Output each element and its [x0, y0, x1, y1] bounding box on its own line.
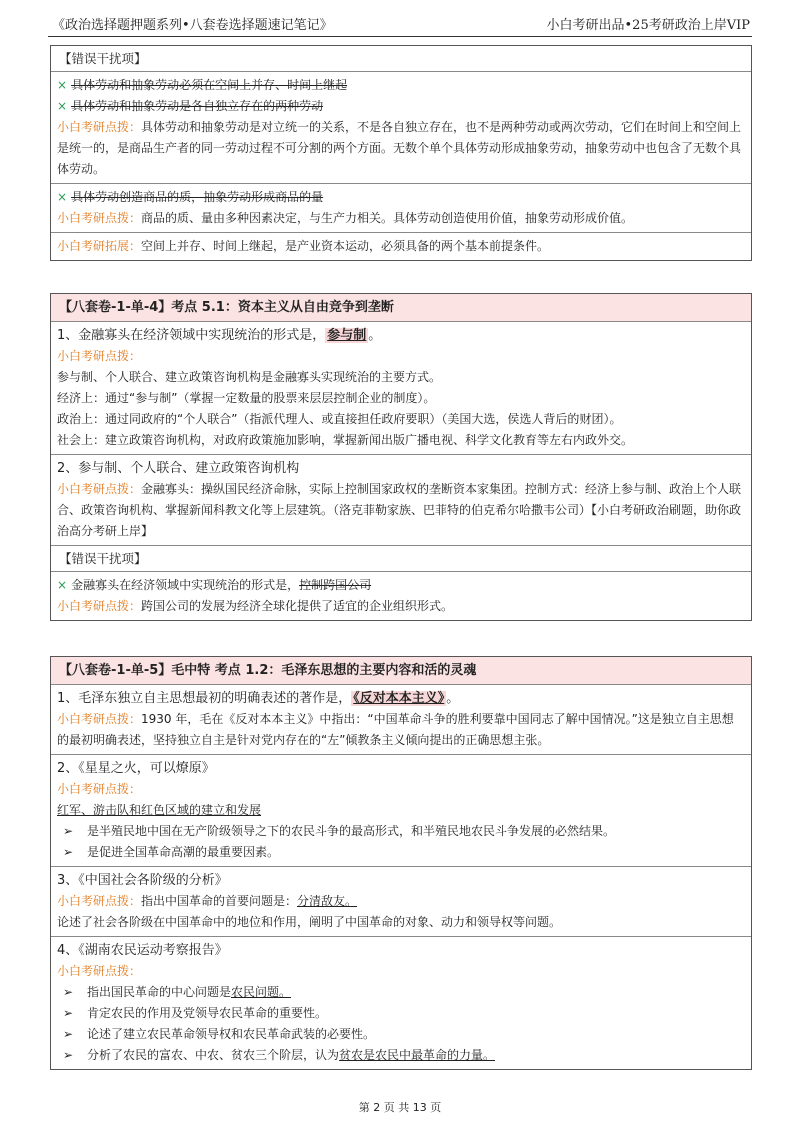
wrong-option-block	[51, 571, 751, 620]
bullet-keyword: 农民问题。	[231, 985, 292, 999]
tip-text: 具体劳动和抽象劳动是对立统一的关系，不是各自独立存在，也不是两种劳动或两次劳动，它们在时间上和空间上是统一的，是商品生产者的同一劳动过程不可分割的两个方面。无数个单个具体劳动形成抽象劳动，抽象劳动中也包含了无数个具体劳动。	[57, 120, 742, 176]
bullet-icon: ➢	[63, 1006, 74, 1020]
question-block	[51, 866, 751, 936]
question-text: 3、《中国社会各阶级的分析》	[57, 873, 228, 888]
bullet-icon: ➢	[63, 1027, 74, 1041]
tip-line: 经济上：通过“参与制”（掌握一定数量的股票来层层控制企业的制度）。	[57, 391, 436, 405]
wrong-option: 具体劳动和抽象劳动必须在空间上并存、时间上继起	[71, 78, 348, 92]
question-end: 。	[446, 691, 460, 706]
wrong-option: 具体劳动和抽象劳动是各自独立存在的两种劳动	[71, 99, 324, 113]
tip-text: 指出中国革命的首要问题是：	[141, 894, 298, 908]
section-subtitle: 【错误干扰项】	[51, 545, 751, 571]
section-wrong-options-1	[50, 45, 752, 261]
tip-label: 小白考研点拨：	[57, 599, 142, 613]
tip-line: 社会上：建立政策咨询机构，对政府政策施加影响，掌握新闻出版广播电视、科学文化教育等左右内政外交。	[57, 433, 634, 447]
question-text: 2、参与制、个人联合、建立政策咨询机构	[57, 461, 300, 476]
question-text: 1、金融寡头在经济领域中实现统治的形式是，	[57, 328, 326, 343]
section-subtitle: 【错误干扰项】	[59, 51, 147, 66]
question-text: 2、《星星之火，可以燎原》	[57, 761, 215, 776]
extension-block	[51, 232, 751, 260]
bullet-text: 是半殖民地中国在无产阶级领导之下的农民斗争的最高形式，和半殖民地农民斗争发展的必然结果。	[87, 824, 616, 838]
question-block	[51, 936, 751, 1069]
bullet-text: 指出国民革命的中心问题是	[87, 985, 232, 999]
tip-label: 小白考研点拨：	[57, 349, 142, 363]
bullet-text: 是促进全国革命高潮的最重要因素。	[87, 845, 280, 859]
answer: 《反对本本主义》	[353, 691, 445, 706]
tip-line: 论述了社会各阶级在中国革命中的地位和作用，阐明了中国革命的对象、动力和领导权等问题。	[57, 915, 562, 929]
tip-subtitle: 红军、游击队和红色区域的建立和发展	[57, 803, 262, 817]
tip-label: 小白考研点拨：	[57, 211, 142, 225]
tip-keyword: 分清敌友。	[297, 894, 358, 908]
tip-label: 小白考研点拨：	[57, 120, 142, 134]
question-block	[51, 684, 751, 754]
wrong-option: 具体劳动创造商品的质，抽象劳动形成商品的量	[71, 190, 324, 204]
tip-text: 金融寡头：操纵国民经济命脉，实际上控制国家政权的垄断资本家集团。控制方式：经济上参与制、政治上个人联合、政策咨询机构、掌握新闻科教文化等上层建筑。（洛克菲勒家族、巴菲特的伯克希尔哈撒韦公司）【小白考研政治刷题，助你政治高分考研上岸】	[57, 482, 742, 538]
header-title: 《政治选择题押题系列•八套卷选择题速记笔记》	[52, 18, 333, 33]
question-block	[51, 454, 751, 545]
question-text: 1、毛泽东独立自主思想最初的明确表述的著作是，	[57, 691, 352, 706]
tip-line: 参与制、个人联合、建立政策咨询机构是金融寡头实现统治的主要方式。	[57, 370, 442, 384]
tip-label: 小白考研点拨：	[57, 964, 142, 978]
bullet-keyword: 贫农是农民中最革命的力量。	[339, 1048, 496, 1062]
wrong-icon: ×	[57, 78, 68, 92]
bullet-text: 论述了建立农民革命领导权和农民革命武装的必要性。	[87, 1027, 376, 1041]
tip-label: 小白考研点拨：	[57, 894, 142, 908]
section-question-5	[50, 656, 752, 1070]
question-end: 。	[368, 328, 382, 343]
bullet-text: 分析了农民的富农、中农、贫农三个阶层，认为	[87, 1048, 340, 1062]
wrong-option-list	[51, 71, 751, 183]
tip-text: 1930 年，毛在《反对本本主义》中指出：“中国革命斗争的胜利要靠中国同志了解中国情况。”这是独立自主思想的最初明确表述，坚持独立自主是针对党内存在的“左”倾教条主义倾向提出的正确思想主张。	[57, 712, 734, 747]
tip-label: 小白考研点拨：	[57, 712, 142, 726]
header-brand: 小白考研出品•25考研政治上岸VIP	[546, 18, 750, 33]
bullet-icon: ➢	[63, 985, 74, 999]
extension-text: 空间上并存、时间上继起，是产业资本运动，必须具备的两个基本前提条件。	[141, 239, 550, 253]
section-question-4	[50, 293, 752, 621]
tip-label: 小白考研点拨：	[57, 782, 142, 796]
extension-label: 小白考研拓展：	[57, 239, 142, 253]
question-block	[51, 754, 751, 866]
tip-text: 跨国公司的发展为经济全球化提供了适宜的企业组织形式。	[141, 599, 454, 613]
bullet-icon: ➢	[63, 824, 74, 838]
wrong-icon: ×	[57, 190, 68, 204]
wrong-icon: ×	[57, 99, 68, 113]
wrong-option: 控制跨国公司	[299, 578, 372, 592]
section-title: 【八套卷-1-单-4】考点 5.1：资本主义从自由竞争到垄断	[51, 294, 751, 321]
tip-text: 商品的质、量由多种因素决定，与生产力相关。具体劳动创造使用价值，抽象劳动形成价值。	[141, 211, 634, 225]
wrong-option-block	[51, 183, 751, 232]
answer: 参与制	[327, 328, 367, 343]
bullet-icon: ➢	[63, 845, 74, 859]
bullet-icon: ➢	[63, 1048, 74, 1062]
page-header	[48, 10, 752, 37]
tip-line: 政治上：通过同政府的“个人联合”（指派代理人、或直接担任政府要职）（美国大选，侯选人背后的财团）。	[57, 412, 622, 426]
wrong-option-prefix: 金融寡头在经济领域中实现统治的形式是，	[71, 578, 300, 592]
section-title: 【八套卷-1-单-5】毛中特 考点 1.2：毛泽东思想的主要内容和活的灵魂	[51, 657, 751, 684]
question-text: 4、《湖南农民运动考察报告》	[57, 943, 228, 958]
bullet-text: 肯定农民的作用及党领导农民革命的重要性。	[87, 1006, 328, 1020]
tip-label: 小白考研点拨：	[57, 482, 142, 496]
wrong-icon: ×	[57, 578, 68, 592]
page-number: 第 2 页 共 13 页	[358, 1101, 442, 1114]
question-block	[51, 321, 751, 454]
